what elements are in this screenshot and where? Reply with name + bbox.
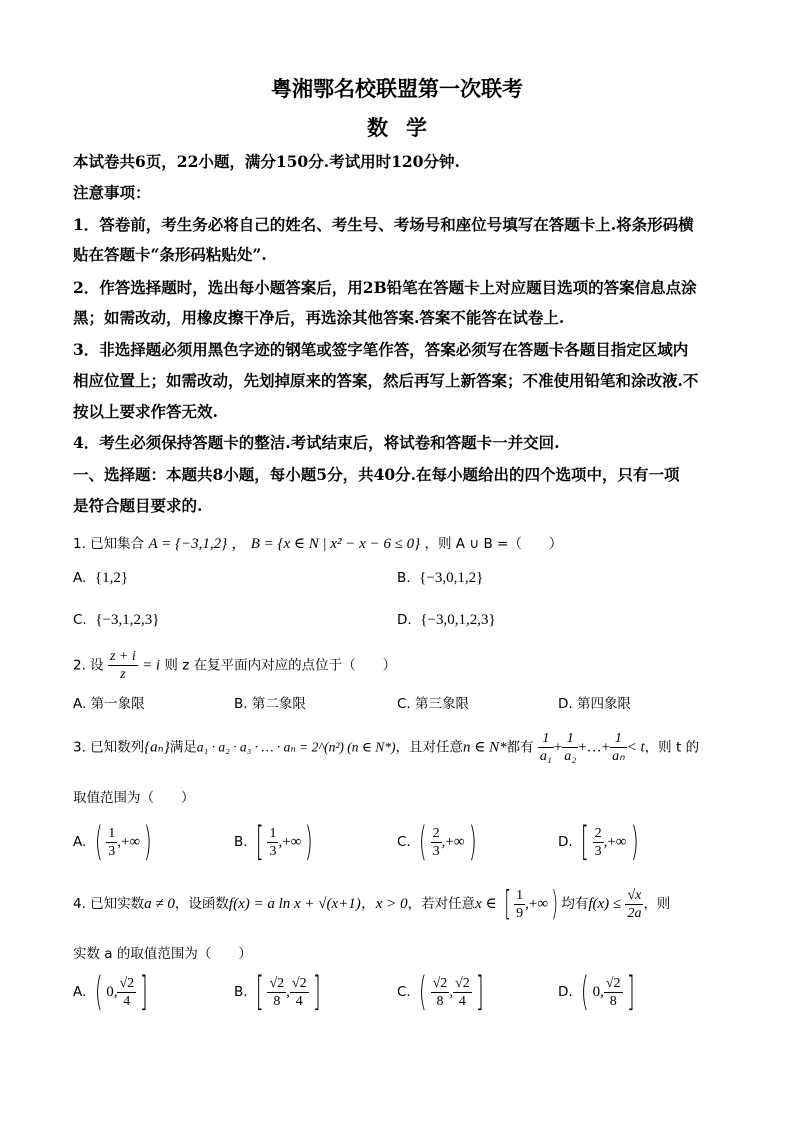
q1-option-b-value: {−3,0,1,2} [419, 570, 484, 586]
q1-option-c[interactable]: C. {−3,1,2,3} [73, 612, 160, 628]
question-1: 1. 已知集合 A = {−3,1,2} ， B = {x ∈ N | x² − x − 6 ≤ 0} ，则 A ∪ B =（ ） [73, 536, 563, 552]
q2-fraction: $\frac{z + i}{z}$ [109, 649, 136, 682]
q3-line-2: 取值范围为（ ） [73, 790, 195, 806]
exam-title: 粤湘鄂名校联盟第一次联考 [271, 76, 523, 101]
q4-function: f(x) = a ln x + √(x+1) [228, 896, 361, 912]
q2-option-a[interactable]: A. 第一象限 [73, 696, 145, 712]
note-4: 4．考生必须保持答题卡的整洁.考试结束后，将试卷和答题卡一并交回. [73, 433, 560, 452]
section-heading-line-1: 一、选择题：本题共8小题，每小题5分，共40分.在每小题给出的四个选项中，只有一项 [73, 465, 680, 484]
q1-option-d-value: {−3,0,1,2,3} [420, 612, 496, 628]
q1-suffix: ，则 A ∪ B =（ ） [424, 536, 563, 552]
q3-option-a[interactable]: A. ( $\frac{1}{3}$ ,+∞) [73, 819, 152, 865]
q1-option-a[interactable]: A. {1,2} [73, 570, 129, 586]
note-3-line-3: 按以上要求作答无效. [73, 402, 218, 421]
question-4: 4. 已知实数a ≠ 0，设函数f(x) = a ln x + √(x+1)，x > 0，若对任意x ∈ [ $\frac{1}{9}$ ,+∞) 均有f(x) ≤ $\frac{√x}{2a}$ ，则 [73, 884, 671, 924]
q3-option-b[interactable]: B. [ $\frac{1}{3}$ ,+∞) [234, 819, 314, 865]
exam-info: 本试卷共6页，22小题，满分150分.考试用时120分钟. [73, 152, 460, 171]
notes-heading: 注意事项： [73, 183, 151, 202]
q3-option-d[interactable]: D. [ $\frac{2}{3}$ ,+∞) [558, 819, 639, 865]
note-1-line-1: 1．答卷前，考生务必将自己的姓名、考生号、考场号和座位号填写在答题卡上.将条形码横 [73, 215, 694, 234]
q1-option-a-value: {1,2} [94, 570, 129, 586]
subject-title: 数学 [367, 115, 445, 140]
question-2: 2. 设 $\frac{z + i}{z}$ = i 则 z 在复平面内对应的点位于（ ） [73, 649, 397, 682]
q2-suffix: 则 z 在复平面内对应的点位于（ ） [164, 657, 397, 674]
q2-prefix: 2. 设 [73, 657, 104, 674]
note-2-line-2: 黑；如需改动，用橡皮擦干净后，再选涂其他答案.答案不能答在试卷上. [73, 308, 565, 327]
q2-option-d[interactable]: D. 第四象限 [558, 696, 631, 712]
q1-option-d[interactable]: D. {−3,0,1,2,3} [397, 612, 496, 628]
note-2-line-1: 2．作答选择题时，选出每小题答案后，用2B铅笔在答题卡上对应题目选项的答案信息点涂 [73, 278, 697, 297]
q3-option-c[interactable]: C. ( $\frac{2}{3}$ ,+∞) [397, 819, 477, 865]
question-3: 3. 已知数列{aₙ}满足a₁ · a₂ · a₃ · … · aₙ = 2^(n²) (n ∈ N*)，且对任意n ∈ N*都有 $\frac{1}{\text{a₁}}$ + $\frac{1}{\text{a₂}}$ +…+ $\frac{1}{\text{aₙ}}$ < t，则 t 的 [73, 731, 700, 764]
q2-option-b[interactable]: B. 第二象限 [234, 696, 306, 712]
section-heading-line-2: 是符合题目要求的. [73, 496, 203, 515]
q4-option-d[interactable]: D. ( 0, $\frac{√2}{8}$ ] [558, 969, 635, 1015]
q4-option-b[interactable]: B. [ $\frac{√2}{8}$ , $\frac{√2}{4}$ ] [234, 969, 321, 1015]
q4-option-c[interactable]: C. ( $\frac{√2}{8}$ , $\frac{√2}{4}$ ] [397, 969, 484, 1015]
q1-option-c-value: {−3,1,2,3} [95, 612, 160, 628]
q1-set-a: A = {−3,1,2} [148, 536, 228, 552]
note-3-line-1: 3．非选择题必须用黑色字迹的钢笔或签字笔作答，答案必须写在答题卡各题目指定区域内 [73, 340, 689, 359]
q3-product: a₁ · a₂ · a₃ · … · aₙ = 2^(n²) (n ∈ N*) [196, 739, 396, 755]
q1-prefix: 1. 已知集合 [73, 536, 145, 552]
q4-line-2: 实数 a 的取值范围为（ ） [73, 946, 252, 962]
note-1-line-2: 贴在答题卡“条形码粘贴处”. [73, 245, 267, 264]
q1-set-b: B = {x ∈ N | x² − x − 6 ≤ 0} [250, 536, 421, 552]
note-3-line-2: 相应位置上；如需改动，先划掉原来的答案，然后再写上新答案；不准使用铅笔和涂改液.不 [73, 371, 699, 390]
q2-option-c[interactable]: C. 第三象限 [397, 696, 470, 712]
q4-option-a[interactable]: A. ( 0, $\frac{√2}{4}$ ] [73, 969, 148, 1015]
q1-option-b[interactable]: B. {−3,0,1,2} [397, 570, 484, 586]
